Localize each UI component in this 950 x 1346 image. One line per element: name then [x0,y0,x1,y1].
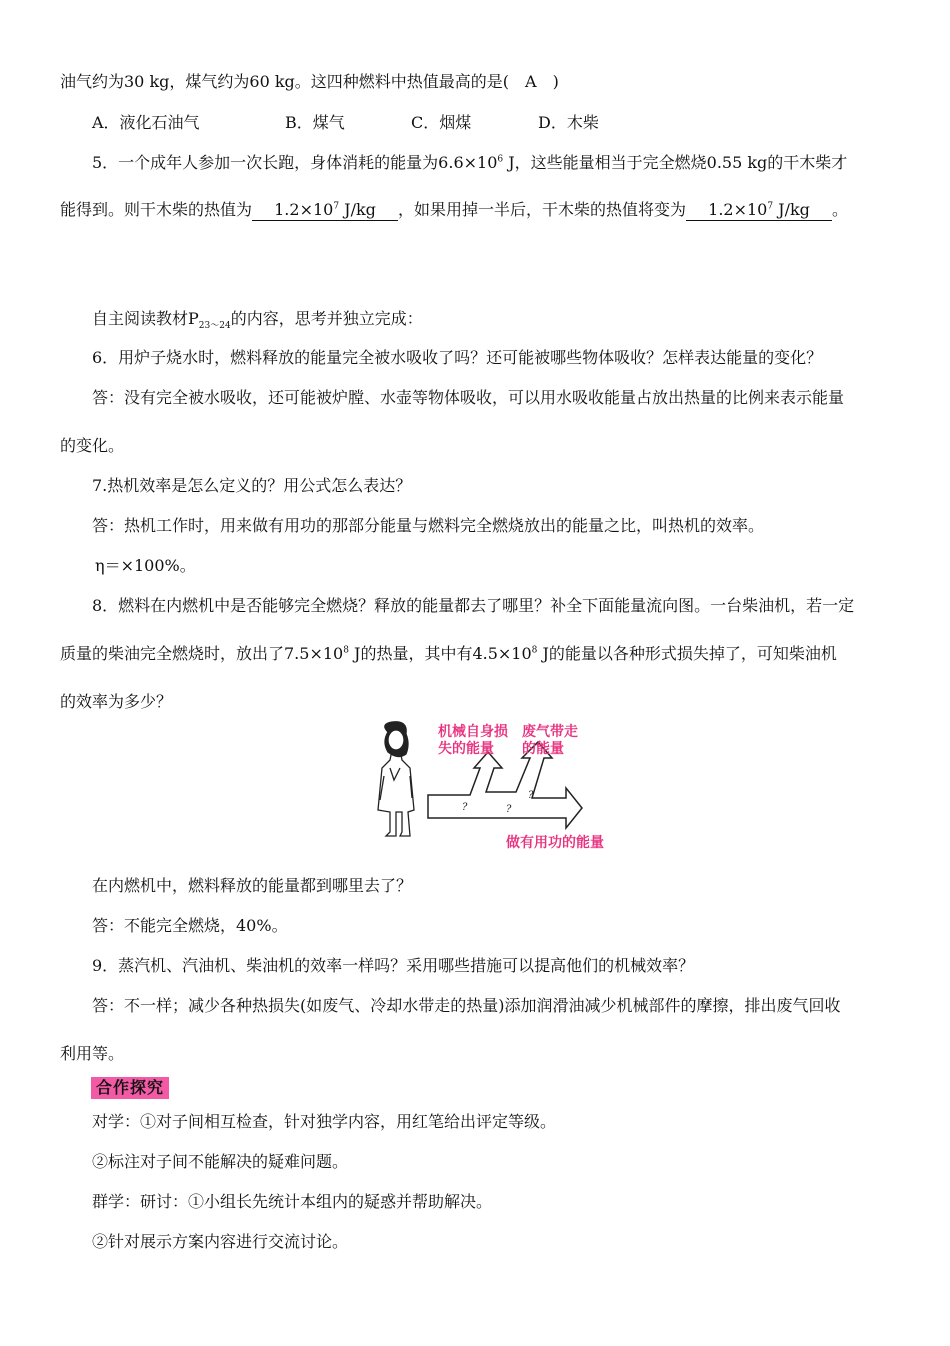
q5-blank2-unit: J/kg [773,200,810,219]
choice-d: D．木柴 [538,113,599,132]
q5-blank2-exp: 7 [767,201,774,212]
label-exhaust-loss [522,724,578,758]
q5-text-a: 5．一个成年人参加一次长跑，身体消耗的能量为6.6×10 [92,153,498,172]
label-useful-work: 做有用功的能量 [506,835,604,851]
q5-text-e: 。 [832,200,849,219]
question-5-line-1 [92,153,847,173]
q5-text-b: J，这些能量相当于完全燃烧0.55 kg的干木柴才 [503,153,848,172]
q5-text-c: 能得到。则干木柴的热值为 [60,200,253,219]
q-mark-3: ? [506,804,512,815]
answer-9-line-2: 利用等。 [60,1044,125,1063]
q8-text-a: 质量的柴油完全燃烧时，放出了7.5×10 [60,644,344,663]
q5-answer-blank-1 [252,200,398,221]
group-study-1: 群学：研讨：①小组长先统计本组内的疑惑并帮助解决。 [92,1192,493,1211]
q5-blank1-unit: J/kg [339,200,376,219]
answer-7: 答：热机工作时，用来做有用功的那部分能量与燃料完全燃烧放出的能量之比，叫热机的效率。 [92,516,765,535]
line-1: 油气约为30 kg，煤气约为60 kg。这四种燃料中热值最高的是( A ) [60,72,559,91]
q5-blank1-exp: 7 [333,201,340,212]
question-8-line-3: 的效率为多少？ [60,692,173,711]
question-7: 7.热机效率是怎么定义的？用公式怎么表达？ [92,476,412,495]
pair-study-1: 对学：①对子间相互检查，针对独学内容，用红笔给出评定等级。 [92,1112,557,1131]
question-6: 6．用炉子烧水时，燃料释放的能量完全被水吸收了吗？还可能被哪些物体吸收？怎样表达能量的变化？ [92,348,823,367]
choice-b: B．煤气 [285,113,345,132]
question-8-follow: 在内燃机中，燃料释放的能量都到哪里去了？ [92,876,413,895]
efficiency-formula: η＝×100%。 [95,556,196,575]
answer-8: 答：不能完全燃烧，40%。 [92,916,288,935]
group-study-2: ②针对展示方案内容进行交流讨论。 [92,1232,349,1251]
q8-exp-1: 8 [343,645,349,656]
reading-instruction [92,309,423,332]
choice-a: A．液化石油气 [92,113,200,132]
answer-6-line-1: 答：没有完全被水吸收，还可能被炉膛、水壶等物体吸收，可以用水吸收能量占放出热量的比例来表示能量 [92,388,845,407]
answer-6-line-2: 的变化。 [60,436,125,455]
q8-text-b: J的热量，其中有4.5×10 [348,644,532,663]
q5-text-d: ，如果用掉一半后，干木柴的热值将变为 [398,200,687,219]
choice-c: C．烟煤 [411,113,472,132]
question-8-line-2 [60,644,837,664]
label-mech-line-1: 机械自身损 [438,724,508,740]
answer-9-line-1: 答：不一样；减少各种热损失(如废气、冷却水带走的热量)添加润滑油减少机械部件的摩擦，排出废气回收 [92,996,841,1015]
q8-text-c: J的能量以各种形式损失掉了，可知柴油机 [537,644,837,663]
q-mark-2: ? [528,790,534,801]
q5-exponent: 6 [497,154,504,165]
label-mech-line-2: 失的能量 [438,741,494,757]
question-8-line-1: 8．燃料在内燃机中是否能够完全燃烧？释放的能量都去了哪里？补全下面能量流向图。一台柴油机，若一定 [92,596,855,615]
question-9: 9．蒸汽机、汽油机、柴油机的效率一样吗？采用哪些措施可以提高他们的机械效率？ [92,956,695,975]
q-mark-1: ? [462,802,468,813]
pair-study-2: ②标注对子间不能解决的疑难问题。 [92,1152,349,1171]
q5-answer-blank-2 [686,200,832,221]
label-waste-line-1: 废气带走 [522,724,578,740]
question-5-line-2 [60,200,848,221]
energy-flow-diagram [370,720,620,855]
label-waste-line-2: 的能量 [522,741,564,757]
q5-blank2-value: 1.2×10 [708,200,768,219]
read-text-a: 自主阅读教材P [92,309,199,328]
read-text-b: 的内容，思考并独立完成： [230,309,423,328]
student-figure [378,722,414,836]
section-badge-cooperative: 合作探究 [91,1077,169,1099]
q8-exp-2: 8 [531,645,538,656]
read-pages: 23～24 [198,321,231,332]
q5-blank1-value: 1.2×10 [274,200,334,219]
label-mechanical-loss [438,724,508,758]
